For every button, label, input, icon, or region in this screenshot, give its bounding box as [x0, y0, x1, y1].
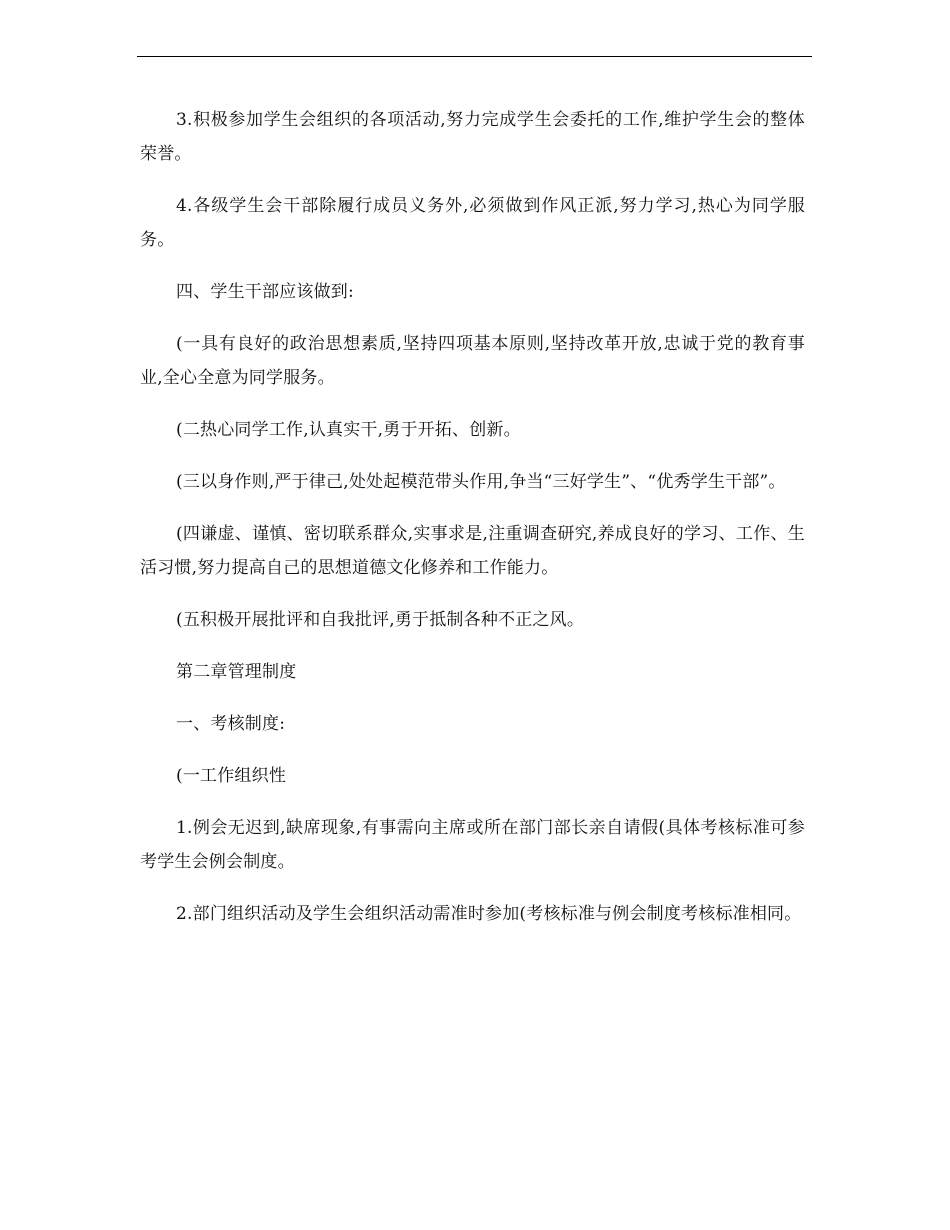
- paragraph-item-1: (一具有良好的政治思想素质,坚持四项基本原则,坚持改革开放,忠诚于党的教育事业,全心全意为同学服务。: [140, 334, 805, 388]
- paragraph-item-5: (五积极开展批评和自我批评,勇于抵制各种不正之风。: [176, 610, 585, 630]
- subsection-heading: (一工作组织性: [176, 766, 287, 786]
- paragraph-item-3: (三以身作则,严于律己,处处起模范带头作用,争当“三好学生”、“优秀学生干部”。: [176, 472, 786, 492]
- document-body: [140, 103, 805, 949]
- paragraph-rule-1: 1.例会无迟到,缺席现象,有事需向主席或所在部门部长亲自请假(具体考核标准可参考学生会例会制度。: [140, 818, 805, 872]
- paragraph-clause-4: 4.各级学生会干部除履行成员义务外,必须做到作风正派,努力学习,热心为同学服务。: [140, 196, 805, 250]
- paragraph-rule-2: 2.部门组织活动及学生会组织活动需准时参加(考核标准与例会制度考核标准相同。: [176, 904, 802, 924]
- paragraph-item-4: (四谦虚、谨慎、密切联系群众,实事求是,注重调查研究,养成良好的学习、工作、生活习惯,努力提高自己的思想道德文化修养和工作能力。: [140, 524, 805, 578]
- chapter-heading: 第二章管理制度: [176, 662, 297, 682]
- paragraph-item-2: (二热心同学工作,认真实干,勇于开拓、创新。: [176, 420, 521, 440]
- header-rule: [137, 56, 812, 57]
- section-heading-4: 四、学生干部应该做到:: [176, 282, 354, 302]
- paragraph-clause-3: 3.积极参加学生会组织的各项活动,努力完成学生会委托的工作,维护学生会的整体荣誉。: [140, 110, 805, 164]
- section-heading-assessment: 一、考核制度:: [176, 714, 286, 734]
